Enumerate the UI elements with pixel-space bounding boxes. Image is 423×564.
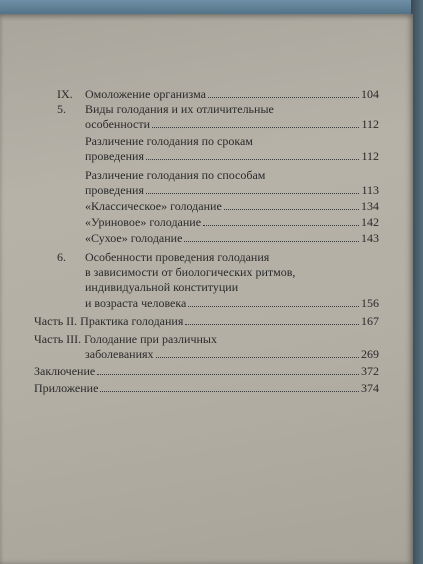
toc-entry-urine: [85, 215, 379, 230]
toc-entry-page: 134: [361, 199, 379, 213]
toc-entry-part-two: [34, 314, 379, 329]
toc-entry-number: 6.: [57, 250, 66, 264]
toc-entry-page: 142: [361, 215, 379, 229]
toc-entry-page: 167: [361, 314, 379, 328]
leader-dots: [203, 215, 359, 226]
toc-entry-page: 269: [361, 347, 379, 361]
toc-entry-appendix: [34, 381, 379, 396]
toc-entry-classic: [85, 199, 379, 214]
toc-entry-title: Омоложение организма: [85, 87, 206, 101]
toc-entry-title: проведения: [85, 183, 144, 197]
toc-entry-title: заболеваниях: [85, 347, 154, 361]
toc-entry-rejuvenation: [57, 87, 379, 102]
toc-entry-by-method-line1: [85, 168, 379, 183]
toc-entry-conclusion: [34, 364, 379, 379]
toc-entry-title: «Классическое» голодание: [85, 199, 222, 213]
toc-entry-title: Часть III. Голодание при различных: [34, 332, 217, 346]
toc-entry-part-three-line2: [85, 347, 379, 362]
toc-entry-page: 112: [361, 149, 379, 163]
toc-entry-page: 112: [361, 117, 379, 131]
leader-dots: [146, 149, 359, 160]
toc-entry-features-line1: [57, 250, 379, 265]
leader-dots: [185, 314, 359, 325]
leader-dots: [208, 87, 359, 98]
leader-dots: [152, 117, 359, 128]
toc-entry-features-line3: [85, 280, 379, 295]
toc-entry-title: «Сухое» голодание: [85, 231, 183, 245]
leader-dots: [156, 347, 359, 358]
toc-entry-title: Различение голодания по срокам: [85, 134, 253, 148]
toc-entry-page: 143: [361, 231, 379, 245]
toc-entry-title: Различение голодания по способам: [85, 168, 266, 182]
toc-entry-title: особенности: [85, 117, 151, 131]
toc-entry-number: 5.: [57, 102, 66, 116]
toc-entry-title: и возраста человека: [85, 296, 187, 310]
leader-dots: [184, 231, 359, 242]
leader-dots: [97, 364, 359, 375]
toc-entry-fasting-types-line2: [85, 117, 379, 132]
toc-entry-title: индивидуальной конституции: [85, 280, 239, 294]
toc-entry-features-line4: [85, 296, 379, 311]
toc-entry-title: Особенности проведения голодания: [85, 250, 270, 264]
toc-entry-page: 156: [361, 296, 379, 310]
toc-entry-by-method-line2: [85, 183, 379, 198]
leader-dots: [224, 199, 359, 210]
toc-entry-page: 113: [361, 183, 379, 197]
toc-entry-page: 104: [361, 87, 379, 101]
book-page: [0, 14, 413, 564]
toc-entry-features-line2: [85, 265, 379, 280]
leader-dots: [100, 381, 359, 392]
toc-entry-number: IX.: [57, 87, 73, 101]
toc-entry-fasting-types-line1: [57, 102, 379, 117]
toc-entry-part-three-line1: [34, 332, 379, 347]
toc-entry-title: Виды голодания и их отличительные: [85, 102, 274, 116]
toc-entry-title: Приложение: [34, 381, 99, 395]
toc-entry-page: 374: [361, 381, 379, 395]
toc-entry-title: Часть II. Практика голодания: [34, 314, 184, 328]
toc-entry-title: в зависимости от биологических ритмов,: [85, 265, 296, 279]
leader-dots: [146, 183, 359, 194]
toc-entry-title: «Уриновое» голодание: [85, 215, 202, 229]
toc-entry-by-duration-line2: [85, 149, 379, 164]
toc-entry-title: проведения: [85, 149, 144, 163]
toc-entry-title: Заключение: [34, 364, 96, 378]
toc-entry-dry: [85, 231, 379, 246]
leader-dots: [188, 296, 359, 307]
toc-entry-page: 372: [361, 364, 379, 378]
table-of-contents: [0, 14, 413, 564]
toc-entry-by-duration-line1: [85, 134, 379, 149]
